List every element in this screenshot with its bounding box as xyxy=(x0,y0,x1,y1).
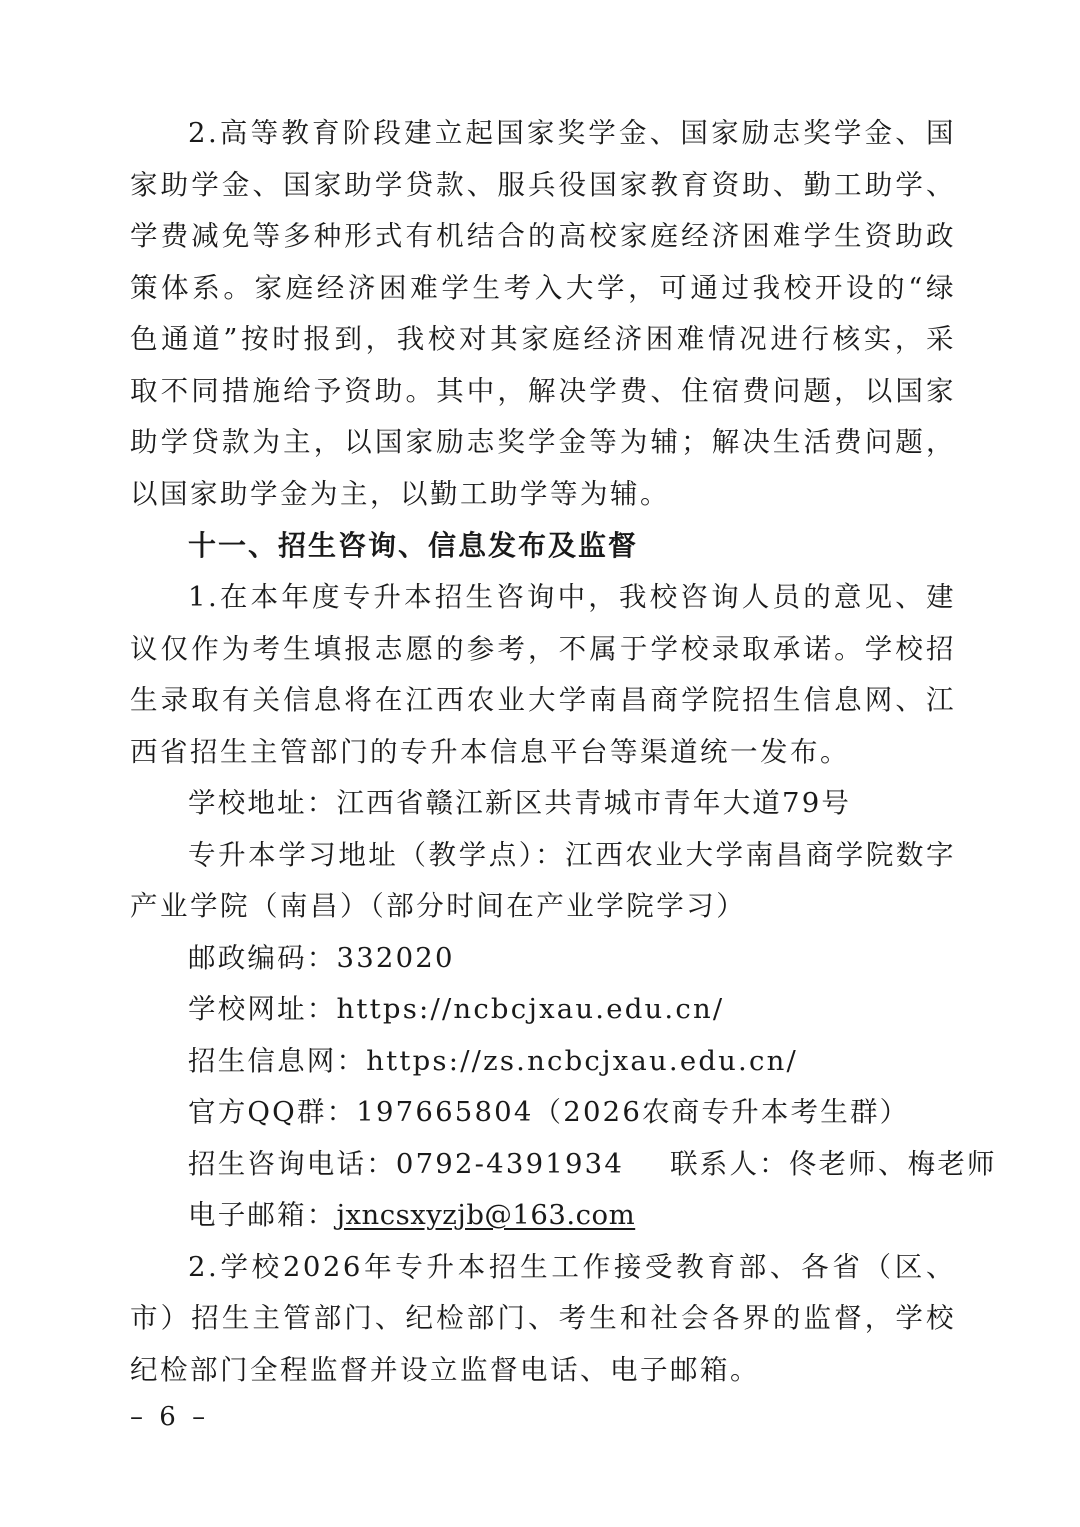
email-label: 电子邮箱： xyxy=(188,1199,337,1231)
paragraph-consultation: 1.在本年度专升本招生咨询中，我校咨询人员的意见、建议仅作为考生填报志愿的参考，不属于学校录取承诺。学校招生录取有关信息将在江西农业大学南昌商学院招生信息网、江西省招生主管部门的专升本信息平台等渠道统一发布。 xyxy=(130,581,956,768)
qq-group: 官方QQ群：197665804（2026农商专升本考生群） xyxy=(188,1096,910,1128)
contact-line xyxy=(130,1139,997,1191)
paragraph-supervision: 2.学校2026年专升本招生工作接受教育部、各省（区、市）招生主管部门、纪检部门、考生和社会各界的监督，学校纪检部门全程监督并设立监督电话、电子邮箱。 xyxy=(130,1250,956,1386)
postal-code: 邮政编码：332020 xyxy=(188,941,455,974)
section-heading: 十一、招生咨询、信息发布及监督 xyxy=(188,529,639,562)
page-number: – 6 – xyxy=(130,1402,210,1432)
study-address: 专升本学习地址（教学点）：江西农业大学南昌商学院数字产业学院（南昌）（部分时间在产业学院学习） xyxy=(130,838,956,922)
paragraph-financial-aid: 2.高等教育阶段建立起国家奖学金、国家励志奖学金、国家助学金、国家助学贷款、服兵役国家教育资助、勤工助学、学费减免等多种形式有机结合的高校家庭经济困难学生资助政策体系。家庭经济困难学生考入大学，可通过我校开设的“绿色通道”按时报到，我校对其家庭经济困难情况进行核实，采取不同措施给予资助。其中，解决学费、住宿费问题，以国家助学贷款为主，以国家励志奖学金等为辅；解决生活费问题，以国家助学金为主，以勤工助学等为辅。 xyxy=(130,117,956,510)
document-page xyxy=(130,108,997,1396)
contact-person: 联系人：佟老师、梅老师 xyxy=(670,1147,997,1180)
email-line xyxy=(130,1190,956,1242)
school-address: 学校地址：江西省赣江新区共青城市青年大道79号 xyxy=(188,787,852,819)
email-link[interactable]: jxncsxyzjb@163.com xyxy=(336,1199,636,1231)
consult-phone: 招生咨询电话：0792-4391934 xyxy=(188,1147,625,1180)
admission-website: 招生信息网：https://zs.ncbcjxau.edu.cn/ xyxy=(188,1044,798,1077)
school-website: 学校网址：https://ncbcjxau.edu.cn/ xyxy=(188,993,725,1025)
